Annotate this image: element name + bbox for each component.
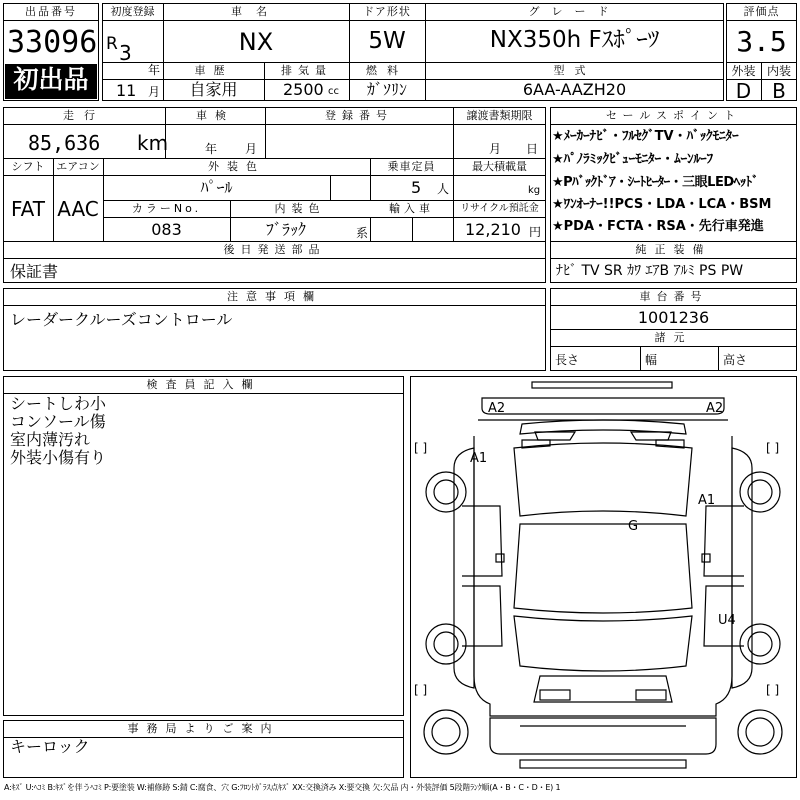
shift-header: シフト — [11, 160, 45, 173]
interior-color-suffix: 系 — [356, 226, 369, 240]
notes: レーダークルーズコントロール — [10, 310, 233, 329]
mileage: 85,636 — [28, 131, 101, 155]
history-header: 車歴 — [194, 64, 233, 77]
damage-mark-a2-left: A2 — [488, 401, 506, 416]
transfer-deadline-month-unit: 月 — [489, 142, 502, 156]
later-parts-header: 後日発送部品 — [223, 243, 326, 256]
dimension-height-label: 高さ — [723, 353, 748, 367]
first-reg-era: R — [106, 34, 118, 54]
diagram-bracket-right-top: [ ] — [766, 441, 780, 455]
inspector-line-1: シートしわ小 — [10, 394, 107, 413]
color-no-header: カラーNo. — [131, 202, 202, 215]
selling-point-3: ★Pﾊﾞｯｸﾄﾞｱ・ｼｰﾄﾋｰﾀｰ・三眼LEDﾍｯﾄﾞ — [552, 175, 759, 190]
capacity: 5 — [411, 178, 422, 197]
shift: FAT — [10, 197, 45, 221]
mileage-unit: km — [137, 131, 169, 155]
score: 3.5 — [736, 25, 787, 58]
first-reg-month: 11 — [116, 81, 137, 100]
office-note: キーロック — [10, 737, 90, 756]
doors-header: ドア形状 — [363, 5, 411, 18]
interior-color-header: 内装色 — [274, 202, 326, 215]
exterior-grade: D — [735, 79, 752, 103]
grade-header: グレード — [528, 5, 621, 18]
recycle-unit: 円 — [529, 225, 542, 239]
later-parts: 保証書 — [10, 262, 59, 281]
inspection-month-unit: 月 — [245, 142, 258, 156]
transfer-deadline-day-unit: 日 — [526, 142, 539, 156]
model-header: 型式 — [553, 64, 596, 77]
displacement-header: 排気量 — [281, 64, 332, 77]
max-load-unit: kg — [528, 185, 541, 196]
chassis-header: 車台番号 — [639, 290, 708, 303]
fuel: ｶﾞｿﾘﾝ — [366, 80, 407, 99]
diagram-bracket-left-bottom: [ ] — [414, 683, 428, 697]
displacement-unit: cc — [328, 86, 339, 97]
interior-grade-header: 内装 — [766, 64, 791, 78]
doors: 5W — [368, 28, 406, 54]
first-reg-header: 初度登録 — [110, 5, 155, 18]
capacity-header: 乗車定員 — [387, 160, 436, 173]
inspection-header: 車検 — [196, 109, 234, 122]
capacity-unit: 人 — [437, 182, 450, 196]
damage-mark-g: G — [628, 519, 639, 534]
selling-point-2: ★ﾊﾟﾉﾗﾐｯｸﾋﾞｭｰﾓﾆﾀｰ・ﾑｰﾝﾙｰﾌ — [552, 152, 714, 167]
damage-mark-u4: U4 — [718, 613, 736, 628]
car-name: NX — [238, 28, 274, 56]
exterior-color-header: 外装色 — [208, 160, 265, 173]
legend: A:ｷｽﾞ U:ﾍｺﾐ B:ｷｽﾞを伴うﾍｺﾐ P:要塗装 W:補修跡 S:錆 C:腐食、穴 G:ﾌﾛﾝﾄｶﾞﾗｽ点ｷｽﾞ XX:交換済み X:要交換 欠:欠品 内・外装評価 5段階ﾗﾝｸ順(A・B・C・D・E) 1 — [4, 783, 561, 792]
first-reg-year-unit: 年 — [148, 63, 161, 77]
color-no: 083 — [151, 220, 182, 239]
lot-number: 33096 — [7, 25, 98, 60]
dimension-width-label: 幅 — [645, 353, 658, 367]
fuel-header: 燃料 — [366, 64, 408, 77]
history: 自家用 — [189, 80, 238, 99]
inspection-year-unit: 年 — [205, 142, 218, 156]
genuine-equipment: ﾅﾋﾞ TV SR ｶﾜ ｴｱB ｱﾙﾐ PS PW — [556, 263, 744, 279]
interior-grade: B — [772, 79, 786, 103]
car-name-header: 車名 — [231, 5, 281, 18]
diagram-bracket-right-bottom: [ ] — [766, 683, 780, 697]
inspector-line-2: コンソール傷 — [10, 412, 106, 431]
transfer-deadline-header: 譲渡書類期限 — [466, 109, 533, 122]
inspector-line-4: 外装小傷有り — [10, 448, 107, 467]
damage-mark-a2-right: A2 — [706, 401, 724, 416]
lot-number-header: 出品番号 — [25, 5, 77, 18]
exterior-grade-header: 外装 — [731, 64, 756, 78]
exterior-color: ﾊﾟｰﾙ — [200, 178, 233, 197]
registration-header: 登録番号 — [325, 109, 393, 122]
recycle: 12,210 — [465, 220, 521, 239]
mileage-header: 走行 — [63, 109, 105, 122]
import-header: 輸入車 — [389, 202, 434, 215]
inspector-header: 検査員記入欄 — [146, 378, 261, 391]
dimensions-header: 諸元 — [654, 331, 693, 344]
first-listing-badge-text: 初出品 — [13, 65, 89, 94]
selling-point-1: ★ﾒｰｶｰﾅﾋﾞ・ﾌﾙｾｸﾞTV・ﾊﾞｯｸﾓﾆﾀｰ — [552, 129, 739, 144]
dimension-length-label: 長さ — [555, 353, 580, 367]
genuine-equipment-header: 純正装備 — [635, 243, 712, 256]
first-reg-year: 3 — [119, 41, 132, 65]
damage-mark-a1-right: A1 — [698, 493, 716, 508]
inspector-line-3: 室内薄汚れ — [10, 430, 91, 449]
interior-color: ﾌﾞﾗｯｸ — [266, 220, 307, 239]
selling-points-header: セールスポイント — [605, 109, 741, 122]
grade: NX350h Fｽﾎﾟｰﾂ — [489, 27, 660, 53]
max-load-header: 最大積載量 — [472, 160, 527, 173]
notes-header: 注意事項欄 — [227, 290, 322, 303]
displacement: 2500 — [283, 80, 324, 99]
recycle-header: リサイクル預託金 — [460, 203, 539, 214]
aircon: AAC — [57, 197, 99, 221]
first-reg-month-unit: 月 — [148, 85, 161, 99]
office-header: 事務局よりご案内 — [127, 722, 280, 735]
score-header: 評価点 — [743, 5, 780, 18]
car-damage-diagram — [410, 376, 797, 778]
damage-mark-a1-left: A1 — [470, 451, 488, 466]
diagram-bracket-left-top: [ ] — [414, 441, 428, 455]
selling-point-5: ★PDA・FCTA・RSA・先行車発進 — [552, 219, 764, 234]
selling-point-4: ★ﾜﾝｵｰﾅｰ!!PCS・LDA・LCA・BSM — [552, 197, 772, 212]
chassis-number: 1001236 — [637, 308, 710, 327]
aircon-header: エアコン — [56, 160, 100, 173]
model: 6AA-AAZH20 — [522, 80, 627, 99]
